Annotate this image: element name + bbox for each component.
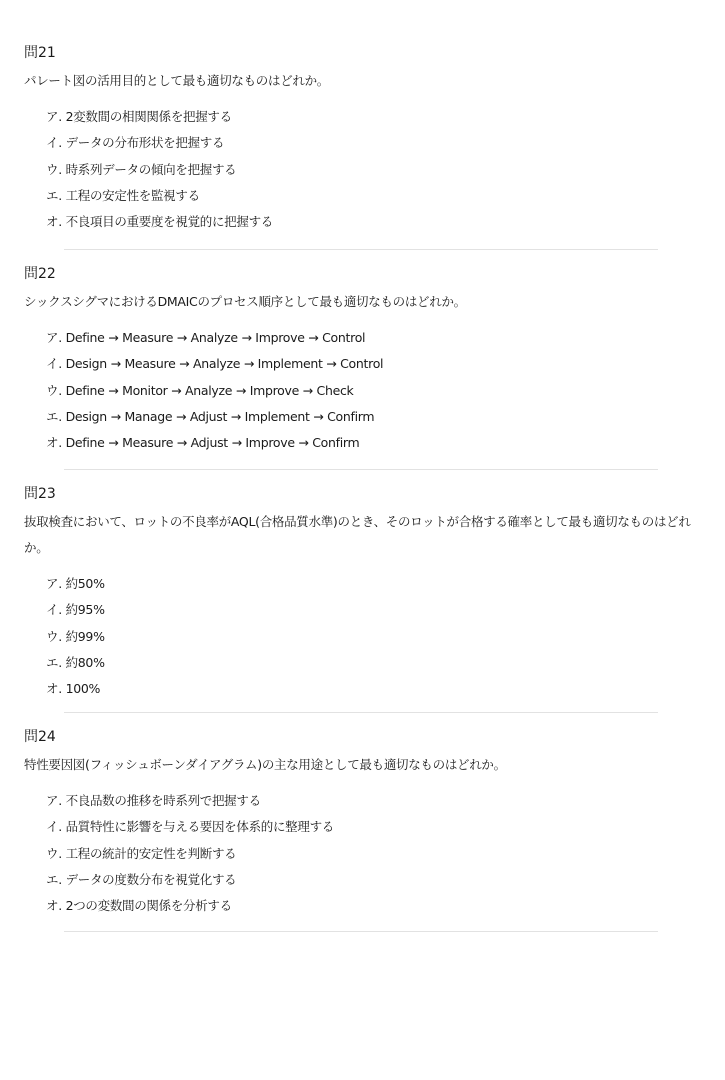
choice-list (24, 104, 694, 235)
choice-marker: ウ. (46, 628, 62, 644)
question-22 (24, 265, 694, 456)
choice-marker: ウ. (46, 161, 62, 177)
choice-list (24, 325, 694, 456)
choice-text: 2変数間の相関関係を把握する (65, 109, 232, 124)
choice-text: 品質特性に影響を与える要因を体系的に整理する (65, 819, 334, 835)
divider (64, 931, 658, 932)
choice-marker: イ. (46, 602, 62, 618)
choice-marker: イ. (46, 135, 62, 151)
choice-marker: ウ. (46, 382, 62, 398)
divider (64, 249, 658, 250)
question-text: パレート図の活用目的として最も適切なものはどれか。 (24, 73, 330, 88)
question-23 (24, 485, 694, 702)
choice-item (46, 624, 694, 650)
choice-item (46, 351, 694, 377)
choice-marker: ア. (46, 109, 62, 124)
choice-item (46, 788, 694, 814)
choice-marker: ウ. (46, 845, 62, 861)
choice-item (46, 841, 694, 867)
question-24 (24, 728, 694, 919)
choice-item (46, 104, 694, 130)
choice-text: Define → Monitor → Analyze → Improve → Check (65, 382, 354, 398)
choice-item (46, 571, 694, 597)
choice-text: 2つの変数間の関係を分析する (65, 898, 232, 914)
choice-item (46, 814, 694, 840)
question-21 (24, 44, 694, 235)
question-number: 問21 (24, 45, 56, 61)
choice-item (46, 378, 694, 404)
choice-text: データの度数分布を視覚化する (65, 871, 237, 887)
choice-marker: エ. (46, 408, 62, 424)
choice-text: Design → Manage → Adjust → Implement → Confirm (65, 408, 375, 424)
question-number: 問22 (24, 266, 56, 282)
choice-item (46, 325, 694, 351)
choice-item (46, 867, 694, 893)
question-text: 特性要因図(フィッシュボーンダイアグラム)の主な用途として最も適切なものはどれか。 (24, 757, 506, 772)
choice-marker: イ. (46, 356, 62, 372)
choice-item (46, 430, 694, 456)
choice-marker: オ. (46, 898, 62, 914)
choice-text: 約95% (65, 602, 105, 618)
choice-item (46, 130, 694, 156)
choice-marker: エ. (46, 871, 62, 887)
choice-item (46, 157, 694, 183)
choice-list (24, 788, 694, 919)
choice-text: 工程の統計的安定性を判断する (65, 845, 237, 861)
divider (64, 469, 658, 470)
choice-text: Define → Measure → Adjust → Improve → Confirm (65, 435, 360, 451)
choice-text: 時系列データの傾向を把握する (65, 161, 237, 177)
choice-item (46, 209, 694, 235)
choice-list (24, 571, 694, 702)
choice-item (46, 404, 694, 430)
question-number: 問24 (24, 729, 56, 745)
choice-text: 約80% (65, 654, 105, 670)
choice-marker: ア. (46, 793, 62, 808)
choice-marker: エ. (46, 187, 62, 203)
choice-marker: ア. (46, 576, 62, 591)
choice-text: 不良品数の推移を時系列で把握する (65, 793, 261, 808)
choice-text: Define → Measure → Analyze → Improve → Control (65, 330, 366, 345)
choice-item (46, 676, 694, 702)
choice-text: 工程の安定性を監視する (65, 187, 200, 203)
choice-marker: イ. (46, 819, 62, 835)
choice-text: Design → Measure → Analyze → Implement → Control (65, 356, 384, 372)
choice-item (46, 597, 694, 623)
choice-text: 不良項目の重要度を視覚的に把握する (65, 214, 273, 230)
choice-item (46, 650, 694, 676)
divider (64, 712, 658, 713)
choice-marker: オ. (46, 435, 62, 451)
choice-marker: エ. (46, 654, 62, 670)
question-number: 問23 (24, 486, 56, 502)
choice-text: 100% (65, 681, 101, 697)
choice-item (46, 183, 694, 209)
question-text: シックスシグマにおけるDMAICのプロセス順序として最も適切なものはどれか。 (24, 294, 466, 309)
choice-item (46, 893, 694, 919)
choice-marker: オ. (46, 681, 62, 697)
choice-marker: オ. (46, 214, 62, 230)
choice-text: 約99% (65, 628, 105, 644)
question-text: 抜取検査において、ロットの不良率がAQL(合格品質水準)のとき、そのロットが合格する確率として最も適切なものはどれか。 (24, 514, 691, 555)
choice-text: 約50% (65, 576, 105, 591)
choice-marker: ア. (46, 330, 62, 345)
choice-text: データの分布形状を把握する (65, 135, 225, 151)
